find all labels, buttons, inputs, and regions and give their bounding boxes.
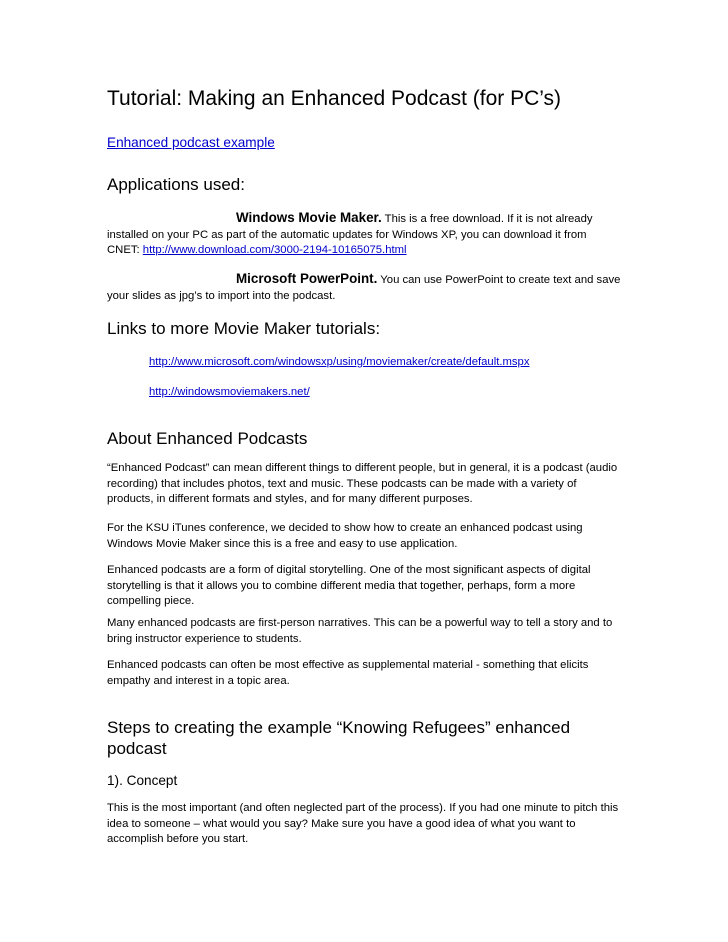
- example-link-row: [107, 134, 622, 152]
- about-paragraph-1: [107, 461, 622, 508]
- movie-maker-paragraph: [107, 210, 622, 259]
- about-paragraph-5: [107, 658, 622, 689]
- applications-heading: Applications used:: [107, 175, 245, 194]
- about-text-2: For the KSU iTunes conference, we decided to show how to create an enhanced podcast using Windows Movie Maker since this is a free and easy to use application.: [107, 522, 583, 550]
- powerpoint-name: Microsoft PowerPoint.: [236, 271, 378, 286]
- step1-paragraph: [107, 801, 622, 848]
- powerpoint-text: You can use PowerPoint to create text and save your slides as jpg’s to import into the podcast.: [107, 274, 621, 302]
- about-text-4: Many enhanced podcasts are first-person narratives. This can be a powerful way to tell a story and to bring instructor experience to students.: [107, 617, 613, 645]
- movie-maker-text: This is a free download. If it is not already installed on your PC as part of the automatic updates for Windows XP, you can download it from CNET:: [107, 213, 593, 256]
- about-paragraph-3: [107, 563, 622, 610]
- step1-title: 1). Concept: [107, 773, 178, 788]
- windowsmoviemakers-link[interactable]: http://windowsmoviemakers.net/: [149, 386, 310, 398]
- steps-heading-line-2: podcast: [107, 739, 167, 758]
- step1-text: This is the most important (and often neglected part of the process). If you had one minute to pitch this idea to someone – what would you say? Make sure you have a good idea of what you want to accomplish before you start.: [107, 802, 619, 846]
- cnet-download-link[interactable]: http://www.download.com/3000-2194-10165075.html: [142, 244, 407, 256]
- steps-heading-row: [107, 717, 622, 759]
- step1-title-row: [107, 772, 622, 790]
- about-heading: About Enhanced Podcasts: [107, 429, 308, 448]
- movie-maker-name: Windows Movie Maker.: [236, 210, 382, 225]
- about-text-3: Enhanced podcasts are a form of digital storytelling. One of the most significant aspects of digital storytelling is that it allows you to combine different media that together, perhaps, form a more compelling piece.: [107, 564, 591, 608]
- tutorial-link-row-1: [107, 352, 664, 371]
- about-text-5: Enhanced podcasts can often be most effective as supplemental material - something that elicits empathy and interest in a topic area.: [107, 659, 589, 687]
- applications-heading-row: [107, 174, 622, 196]
- about-heading-row: [107, 428, 622, 450]
- about-paragraph-4: [107, 616, 622, 647]
- tutorials-heading: Links to more Movie Maker tutorials:: [107, 319, 381, 338]
- steps-heading: [107, 717, 622, 759]
- powerpoint-paragraph: [107, 271, 622, 304]
- example-link[interactable]: Enhanced podcast example: [107, 135, 275, 150]
- microsoft-tutorial-link[interactable]: http://www.microsoft.com/windowsxp/using/moviemaker/create/default.mspx: [149, 356, 530, 368]
- steps-heading-line-1: Steps to creating the example “Knowing Refugees” enhanced: [107, 718, 571, 737]
- page-title: Tutorial: Making an Enhanced Podcast (for PC’s): [107, 87, 562, 110]
- tutorial-link-row-2: [107, 382, 664, 401]
- tutorials-heading-row: [107, 318, 622, 340]
- about-paragraph-2: [107, 521, 622, 552]
- about-text-1: “Enhanced Podcast” can mean different things to different people, but in general, it is a podcast (audio recording) that includes photos, text and music. These podcasts can be made with a variety of products, in different formats and styles, and for many different purposes.: [107, 462, 618, 506]
